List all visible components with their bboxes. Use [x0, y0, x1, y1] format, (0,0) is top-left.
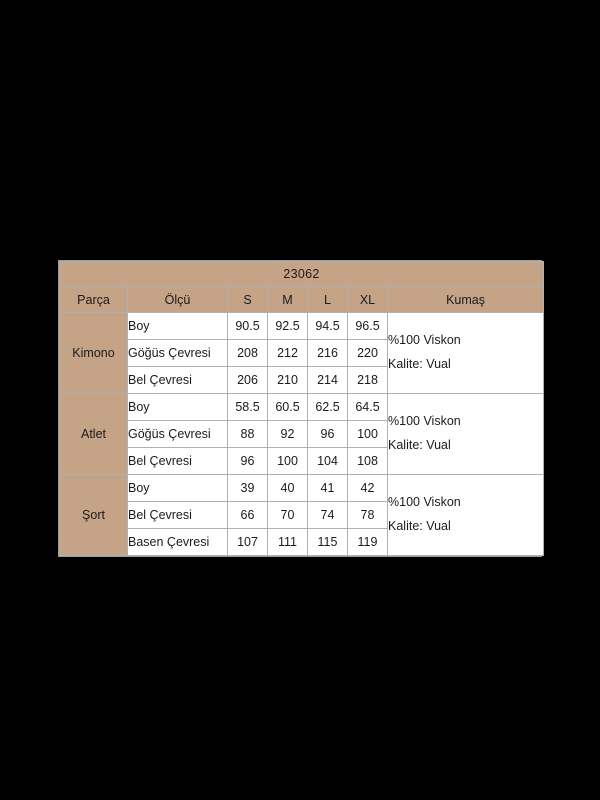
measure-value: 58.5	[228, 394, 268, 421]
size-table	[59, 261, 544, 556]
measure-value: 206	[228, 367, 268, 394]
fabric-composition: %100 Viskon	[388, 495, 461, 510]
column-header-l: L	[308, 287, 348, 313]
fabric-quality: Kalite: Vual	[388, 357, 451, 371]
measure-value: 41	[308, 475, 348, 502]
measure-value: 104	[308, 448, 348, 475]
fabric-quality: Kalite: Vual	[388, 519, 451, 533]
measure-label: Göğüs Çevresi	[128, 421, 228, 448]
table-header-row	[60, 287, 544, 313]
measure-value: 92	[268, 421, 308, 448]
measure-value: 212	[268, 340, 308, 367]
measure-value: 100	[348, 421, 388, 448]
column-header-fabric: Kumaş	[388, 287, 544, 313]
measure-label: Boy	[128, 394, 228, 421]
measure-value: 208	[228, 340, 268, 367]
fabric-composition: %100 Viskon	[388, 414, 461, 429]
measure-value: 92.5	[268, 313, 308, 340]
fabric-info-atlet	[388, 394, 544, 475]
measure-value: 88	[228, 421, 268, 448]
measure-value: 210	[268, 367, 308, 394]
measure-value: 108	[348, 448, 388, 475]
measure-label: Bel Çevresi	[128, 448, 228, 475]
column-header-xl: XL	[348, 287, 388, 313]
measure-label: Bel Çevresi	[128, 367, 228, 394]
measure-label: Bel Çevresi	[128, 502, 228, 529]
measure-value: 216	[308, 340, 348, 367]
measure-value: 39	[228, 475, 268, 502]
measure-value: 214	[308, 367, 348, 394]
column-header-s: S	[228, 287, 268, 313]
measure-value: 70	[268, 502, 308, 529]
part-name-kimono: Kimono	[60, 313, 128, 394]
measure-value: 115	[308, 529, 348, 556]
measure-value: 96	[228, 448, 268, 475]
table-row	[60, 394, 544, 421]
measure-value: 40	[268, 475, 308, 502]
size-chart	[58, 260, 542, 557]
measure-value: 96	[308, 421, 348, 448]
table-title-row	[60, 262, 544, 287]
fabric-info-kimono	[388, 313, 544, 394]
measure-value: 218	[348, 367, 388, 394]
measure-label: Boy	[128, 475, 228, 502]
measure-value: 90.5	[228, 313, 268, 340]
measure-value: 111	[268, 529, 308, 556]
measure-value: 100	[268, 448, 308, 475]
measure-value: 60.5	[268, 394, 308, 421]
measure-label: Basen Çevresi	[128, 529, 228, 556]
measure-value: 62.5	[308, 394, 348, 421]
measure-value: 94.5	[308, 313, 348, 340]
table-row	[60, 313, 544, 340]
fabric-quality: Kalite: Vual	[388, 438, 451, 452]
measure-value: 107	[228, 529, 268, 556]
product-code: 23062	[60, 262, 544, 287]
part-name-sort: Şort	[60, 475, 128, 556]
table-row	[60, 475, 544, 502]
measure-value: 42	[348, 475, 388, 502]
measure-value: 78	[348, 502, 388, 529]
measure-label: Boy	[128, 313, 228, 340]
column-header-m: M	[268, 287, 308, 313]
measure-value: 96.5	[348, 313, 388, 340]
measure-value: 119	[348, 529, 388, 556]
measure-value: 64.5	[348, 394, 388, 421]
column-header-measure: Ölçü	[128, 287, 228, 313]
part-name-atlet: Atlet	[60, 394, 128, 475]
measure-value: 220	[348, 340, 388, 367]
fabric-composition: %100 Viskon	[388, 333, 461, 348]
measure-value: 74	[308, 502, 348, 529]
measure-label: Göğüs Çevresi	[128, 340, 228, 367]
measure-value: 66	[228, 502, 268, 529]
column-header-part: Parça	[60, 287, 128, 313]
fabric-info-sort	[388, 475, 544, 556]
